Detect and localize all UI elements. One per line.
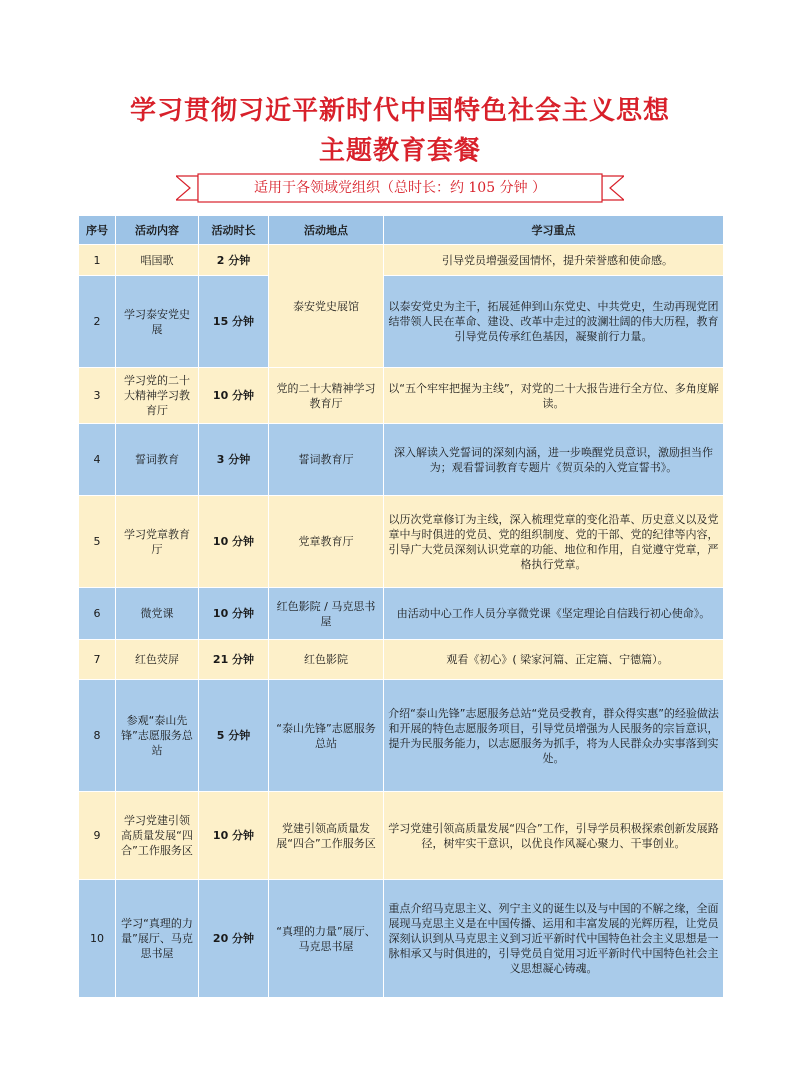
row-duration: 21 分钟 (199, 640, 269, 680)
row-activity: 红色荧屏 (116, 640, 199, 680)
row-focus: 以历次党章修订为主线，深入梳理党章的变化沿革、历史意义以及党章中与时俱进的党员、党的组织制度、党的干部、党的纪律等内容，引导广大党员深刻认识党章的功能、地位和作用，自觉遵守党章，严格执行党章。 (384, 496, 724, 588)
row-focus: 观看《初心》( 梁家河篇、正定篇、宁德篇）。 (384, 640, 724, 680)
row-venue: 党建引领高质量发展“四合”工作服务区 (269, 792, 384, 880)
row-duration: 10 分钟 (199, 368, 269, 424)
table-row (79, 276, 724, 368)
row-activity: 微党课 (116, 588, 199, 640)
header-activity: 活动内容 (116, 216, 199, 245)
row-duration: 10 分钟 (199, 496, 269, 588)
row-venue: 红色影院 / 马克思书屋 (269, 588, 384, 640)
row-no: 4 (79, 424, 116, 496)
row-no: 10 (79, 880, 116, 998)
row-focus: 介绍“泰山先锋”志愿服务总站“党员受教育，群众得实惠”的经验做法和开展的特色志愿服务项目，引导党员增强为人民服务的宗旨意识，提升为民服务能力，以志愿服务为抓手，将为人民群众办实事落到实处。 (384, 680, 724, 792)
row-duration: 10 分钟 (199, 588, 269, 640)
row-no: 1 (79, 245, 116, 276)
row-venue: “泰山先锋”志愿服务总站 (269, 680, 384, 792)
table-row (79, 368, 724, 424)
row-no: 9 (79, 792, 116, 880)
row-activity: 学习党的二十大精神学习教育厅 (116, 368, 199, 424)
row-duration: 10 分钟 (199, 792, 269, 880)
activity-table (78, 215, 724, 998)
header-venue: 活动地点 (269, 216, 384, 245)
header-duration: 活动时长 (199, 216, 269, 245)
table-row (79, 424, 724, 496)
page-subtitle-title: 主题教育套餐 (318, 136, 481, 166)
header-focus: 学习重点 (384, 216, 724, 245)
row-no: 8 (79, 680, 116, 792)
row-focus: 深入解读入党誓词的深刻内涵，进一步唤醒党员意识，激励担当作为；观看誓词教育专题片《贺页朵的入党宣誓书》。 (384, 424, 724, 496)
row-venue: 党的二十大精神学习教育厅 (269, 368, 384, 424)
row-duration: 5 分钟 (199, 680, 269, 792)
row-no: 3 (79, 368, 116, 424)
table-row (79, 680, 724, 792)
table-row (79, 588, 724, 640)
row-focus: 以泰安党史为主干，拓展延伸到山东党史、中共党史，生动再现党团结带领人民在革命、建设、改革中走过的波澜壮阔的伟大历程，教育引导党员传承红色基因，凝聚前行力量。 (384, 276, 724, 368)
row-venue: 党章教育厅 (269, 496, 384, 588)
row-no: 2 (79, 276, 116, 368)
table-row (79, 792, 724, 880)
table-row (79, 640, 724, 680)
table-header-row (79, 216, 724, 245)
row-activity: 学习泰安党史展 (116, 276, 199, 368)
row-venue: “真理的力量”展厅、马克思书屋 (269, 880, 384, 998)
row-venue: 誓词教育厅 (269, 424, 384, 496)
row-duration: 2 分钟 (199, 245, 269, 276)
row-activity: 学习“真理的力量”展厅、马克思书屋 (116, 880, 199, 998)
row-activity: 誓词教育 (116, 424, 199, 496)
row-focus: 学习党建引领高质量发展“四合”工作，引导学员积极探索创新发展路径，树牢实干意识，以优良作风凝心聚力、干事创业。 (384, 792, 724, 880)
row-no: 6 (79, 588, 116, 640)
row-focus: 由活动中心工作人员分享微党课《坚定理论自信践行初心使命》。 (384, 588, 724, 640)
row-activity: 参观“泰山先锋”志愿服务总站 (116, 680, 199, 792)
subtitle-ribbon (176, 173, 624, 203)
row-activity: 唱国歌 (116, 245, 199, 276)
row-activity: 学习党章教育厅 (116, 496, 199, 588)
row-venue: 泰安党史展馆 (269, 245, 384, 368)
header-no: 序号 (79, 216, 116, 245)
table-row (79, 880, 724, 998)
row-activity: 学习党建引领高质量发展“四合”工作服务区 (116, 792, 199, 880)
row-duration: 20 分钟 (199, 880, 269, 998)
row-duration: 3 分钟 (199, 424, 269, 496)
page-title: 学习贯彻习近平新时代中国特色社会主义思想 (129, 96, 670, 126)
row-focus: 引导党员增强爱国情怀，提升荣誉感和使命感。 (384, 245, 724, 276)
table-row (79, 496, 724, 588)
table-row (79, 245, 724, 276)
row-focus: 重点介绍马克思主义、列宁主义的诞生以及与中国的不解之缘，全面展现马克思主义是在中国传播、运用和丰富发展的光辉历程，让党员深刻认识到从马克思主义到习近平新时代中国特色社会主义思想是一脉相承又与时俱进的，引导党员自觉用习近平新时代中国特色社会主义思想凝心铸魂。 (384, 880, 724, 998)
row-venue: 红色影院 (269, 640, 384, 680)
row-no: 7 (79, 640, 116, 680)
row-focus: 以“五个牢牢把握为主线”，对党的二十大报告进行全方位、多角度解读。 (384, 368, 724, 424)
row-duration: 15 分钟 (199, 276, 269, 368)
subtitle-text: 适用于各领域党组织（总时长：约 105 分钟 ） (253, 180, 547, 196)
row-no: 5 (79, 496, 116, 588)
